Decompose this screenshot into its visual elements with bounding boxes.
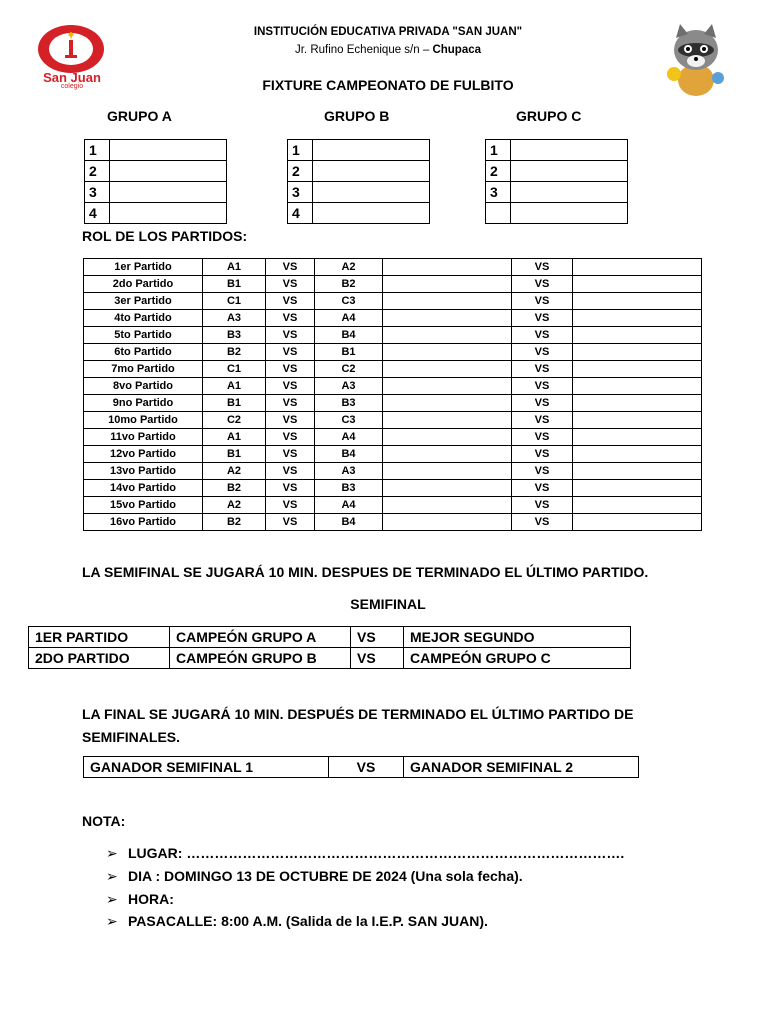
table-row — [84, 310, 702, 327]
group-slot-number: 2 — [288, 161, 313, 182]
match-label: 11vo Partido — [84, 429, 203, 446]
match-team-a: B2 — [203, 344, 266, 361]
table-row — [29, 627, 631, 648]
group-c-title: GRUPO C — [516, 108, 582, 124]
match-team-a: A2 — [203, 463, 266, 480]
match-team-a: B3 — [203, 327, 266, 344]
match-vs: VS — [512, 327, 573, 344]
match-team-b: B3 — [315, 480, 383, 497]
match-team-a: C2 — [203, 412, 266, 429]
match-vs: VS — [512, 378, 573, 395]
institution-name: INSTITUCIÓN EDUCATIVA PRIVADA "SAN JUAN" — [253, 26, 523, 38]
match-label: 9no Partido — [84, 395, 203, 412]
match-vs: VS — [266, 310, 315, 327]
table-row — [84, 344, 702, 361]
group-slot-number: 3 — [486, 182, 511, 203]
match-vs: VS — [266, 463, 315, 480]
match-blank-cell[interactable] — [573, 259, 702, 276]
group-c-table — [485, 139, 628, 224]
match-blank-cell[interactable] — [383, 344, 512, 361]
table-row — [84, 429, 702, 446]
match-blank-cell[interactable] — [383, 327, 512, 344]
note-item-dia — [106, 868, 523, 885]
arrow-bullet-icon: ➢ — [106, 868, 118, 884]
match-team-b: A3 — [315, 378, 383, 395]
final-note: LA FINAL SE JUGARÁ 10 MIN. DESPUÉS DE TERMINADO EL ÚLTIMO PARTIDO DE SEMIFINALES. — [82, 706, 634, 745]
semifinal-vs: VS — [351, 627, 404, 648]
note-text: HORA: — [128, 891, 174, 907]
match-vs: VS — [512, 429, 573, 446]
table-row — [84, 412, 702, 429]
table-row — [486, 161, 628, 182]
match-label: 7mo Partido — [84, 361, 203, 378]
match-team-a: A1 — [203, 259, 266, 276]
match-label: 10mo Partido — [84, 412, 203, 429]
match-blank-cell[interactable] — [383, 378, 512, 395]
match-blank-cell[interactable] — [383, 412, 512, 429]
table-row — [84, 514, 702, 531]
match-blank-cell[interactable] — [573, 310, 702, 327]
group-slot-number: 3 — [288, 182, 313, 203]
match-blank-cell[interactable] — [573, 480, 702, 497]
table-row — [84, 378, 702, 395]
final-vs: VS — [329, 757, 404, 778]
match-team-a: A1 — [203, 378, 266, 395]
group-slot-number: 4 — [288, 203, 313, 224]
match-label: 5to Partido — [84, 327, 203, 344]
match-team-b: A4 — [315, 497, 383, 514]
semifinal-team-a: CAMPEÓN GRUPO B — [170, 648, 351, 669]
note-item-lugar — [106, 845, 624, 862]
table-row — [486, 140, 628, 161]
match-vs: VS — [266, 276, 315, 293]
group-a-title: GRUPO A — [107, 108, 172, 124]
match-blank-cell[interactable] — [573, 327, 702, 344]
table-row — [84, 757, 639, 778]
match-vs: VS — [512, 293, 573, 310]
match-team-a: A3 — [203, 310, 266, 327]
match-label: 3er Partido — [84, 293, 203, 310]
group-slot-team[interactable] — [313, 182, 430, 203]
note-text: PASACALLE: 8:00 A.M. (Salida de la I.E.P. SAN JUAN). — [128, 913, 488, 929]
match-vs: VS — [512, 259, 573, 276]
match-vs: VS — [512, 395, 573, 412]
match-vs: VS — [512, 463, 573, 480]
match-blank-cell[interactable] — [573, 361, 702, 378]
match-label: 14vo Partido — [84, 480, 203, 497]
table-row — [85, 203, 227, 224]
match-vs: VS — [512, 412, 573, 429]
table-row — [486, 182, 628, 203]
table-row — [85, 140, 227, 161]
match-blank-cell[interactable] — [383, 480, 512, 497]
match-team-b: A4 — [315, 429, 383, 446]
match-blank-cell[interactable] — [383, 395, 512, 412]
table-row — [486, 203, 628, 224]
match-label: 6to Partido — [84, 344, 203, 361]
match-vs: VS — [512, 276, 573, 293]
match-vs: VS — [266, 293, 315, 310]
match-team-b: A4 — [315, 310, 383, 327]
match-team-b: B2 — [315, 276, 383, 293]
semifinal-note: LA SEMIFINAL SE JUGARÁ 10 MIN. DESPUES DE TERMINADO EL ÚLTIMO PARTIDO. — [82, 564, 649, 580]
group-slot-team[interactable] — [511, 140, 628, 161]
note-text: LUGAR: …………………………………………………………………………………. — [128, 845, 625, 861]
final-table — [83, 756, 639, 778]
page-title: FIXTURE CAMPEONATO DE FULBITO — [262, 77, 514, 93]
match-vs: VS — [266, 361, 315, 378]
group-slot-number: 1 — [85, 140, 110, 161]
match-team-b: C2 — [315, 361, 383, 378]
group-slot-number — [486, 203, 511, 224]
match-blank-cell[interactable] — [383, 293, 512, 310]
table-row — [84, 361, 702, 378]
semifinal-team-b: MEJOR SEGUNDO — [404, 627, 631, 648]
group-slot-team[interactable] — [110, 182, 227, 203]
match-team-b: B4 — [315, 514, 383, 531]
match-team-b: B4 — [315, 327, 383, 344]
match-vs: VS — [266, 429, 315, 446]
match-blank-cell[interactable] — [573, 276, 702, 293]
match-vs: VS — [266, 327, 315, 344]
match-vs: VS — [512, 497, 573, 514]
group-slot-number: 1 — [486, 140, 511, 161]
semifinal-team-b: CAMPEÓN GRUPO C — [404, 648, 631, 669]
semifinal-title: SEMIFINAL — [350, 596, 426, 612]
address-street: Jr. Rufino Echenique s/n – — [294, 44, 433, 56]
group-slot-number: 2 — [85, 161, 110, 182]
match-blank-cell[interactable] — [573, 412, 702, 429]
match-team-a: B2 — [203, 514, 266, 531]
table-row — [85, 182, 227, 203]
table-row — [84, 446, 702, 463]
table-row — [84, 276, 702, 293]
match-team-a: B1 — [203, 395, 266, 412]
match-team-b: C3 — [315, 412, 383, 429]
match-label: 4to Partido — [84, 310, 203, 327]
group-slot-team[interactable] — [511, 182, 628, 203]
match-team-a: A2 — [203, 497, 266, 514]
group-slot-number: 4 — [85, 203, 110, 224]
match-label: 2do Partido — [84, 276, 203, 293]
match-label: 13vo Partido — [84, 463, 203, 480]
match-vs: VS — [266, 514, 315, 531]
match-vs: VS — [512, 310, 573, 327]
final-team-b: GANADOR SEMIFINAL 2 — [404, 757, 639, 778]
match-vs: VS — [512, 514, 573, 531]
arrow-bullet-icon: ➢ — [106, 845, 118, 861]
semifinal-label: 2DO PARTIDO — [29, 648, 170, 669]
group-slot-team[interactable] — [110, 161, 227, 182]
match-blank-cell[interactable] — [573, 344, 702, 361]
note-item-hora — [106, 891, 174, 908]
match-vs: VS — [512, 361, 573, 378]
match-blank-cell[interactable] — [383, 429, 512, 446]
match-vs: VS — [266, 378, 315, 395]
match-label: 1er Partido — [84, 259, 203, 276]
table-row — [288, 182, 430, 203]
group-slot-team[interactable] — [511, 203, 628, 224]
group-a-table — [84, 139, 227, 224]
match-team-a: B1 — [203, 276, 266, 293]
match-label: 12vo Partido — [84, 446, 203, 463]
match-blank-cell[interactable] — [383, 259, 512, 276]
match-label: 8vo Partido — [84, 378, 203, 395]
match-vs: VS — [266, 344, 315, 361]
match-blank-cell[interactable] — [383, 276, 512, 293]
match-blank-cell[interactable] — [573, 514, 702, 531]
group-slot-team[interactable] — [313, 203, 430, 224]
group-slot-number: 3 — [85, 182, 110, 203]
match-team-b: A2 — [315, 259, 383, 276]
match-team-b: B1 — [315, 344, 383, 361]
match-label: 16vo Partido — [84, 514, 203, 531]
match-blank-cell[interactable] — [573, 463, 702, 480]
match-vs: VS — [266, 497, 315, 514]
match-vs: VS — [266, 412, 315, 429]
table-row — [84, 480, 702, 497]
match-team-a: A1 — [203, 429, 266, 446]
group-slot-team[interactable] — [313, 161, 430, 182]
match-blank-cell[interactable] — [573, 293, 702, 310]
match-blank-cell[interactable] — [573, 497, 702, 514]
matches-table — [83, 258, 702, 531]
table-row — [29, 648, 631, 669]
group-slot-team[interactable] — [511, 161, 628, 182]
match-team-b: A3 — [315, 463, 383, 480]
match-blank-cell[interactable] — [383, 497, 512, 514]
note-item-pasacalle — [106, 913, 488, 930]
group-b-title: GRUPO B — [324, 108, 390, 124]
match-vs: VS — [266, 395, 315, 412]
match-team-a: B1 — [203, 446, 266, 463]
match-vs: VS — [512, 480, 573, 497]
note-text: DIA : DOMINGO 13 DE OCTUBRE DE 2024 (Una sola fecha). — [128, 868, 523, 884]
address-city: Chupaca — [432, 44, 482, 56]
match-blank-cell[interactable] — [383, 514, 512, 531]
match-team-a: B2 — [203, 480, 266, 497]
table-row — [84, 259, 702, 276]
match-team-b: B4 — [315, 446, 383, 463]
match-team-b: B3 — [315, 395, 383, 412]
match-blank-cell[interactable] — [383, 446, 512, 463]
match-blank-cell[interactable] — [383, 310, 512, 327]
group-b-table — [287, 139, 430, 224]
match-blank-cell[interactable] — [573, 429, 702, 446]
match-vs: VS — [266, 446, 315, 463]
semifinal-table — [28, 626, 631, 669]
semifinal-label: 1ER PARTIDO — [29, 627, 170, 648]
table-row — [288, 140, 430, 161]
match-team-a: C1 — [203, 293, 266, 310]
match-vs: VS — [266, 259, 315, 276]
semifinal-team-a: CAMPEÓN GRUPO A — [170, 627, 351, 648]
table-row — [288, 161, 430, 182]
match-blank-cell[interactable] — [383, 463, 512, 480]
match-team-b: C3 — [315, 293, 383, 310]
match-blank-cell[interactable] — [573, 446, 702, 463]
table-row — [84, 395, 702, 412]
table-row — [84, 463, 702, 480]
logo-name: San Juan — [43, 70, 101, 85]
match-blank-cell[interactable] — [383, 361, 512, 378]
match-label: 15vo Partido — [84, 497, 203, 514]
match-team-a: C1 — [203, 361, 266, 378]
group-slot-team[interactable] — [313, 140, 430, 161]
nota-title: NOTA: — [82, 813, 126, 829]
table-row — [84, 327, 702, 344]
match-blank-cell[interactable] — [573, 378, 702, 395]
institution-address — [0, 44, 768, 56]
table-row — [84, 497, 702, 514]
match-vs: VS — [266, 480, 315, 497]
arrow-bullet-icon: ➢ — [106, 891, 118, 907]
semifinal-vs: VS — [351, 648, 404, 669]
match-vs: VS — [512, 446, 573, 463]
group-slot-team[interactable] — [110, 140, 227, 161]
logo-sub: colegio — [60, 83, 84, 90]
table-row — [288, 203, 430, 224]
match-vs: VS — [512, 344, 573, 361]
match-blank-cell[interactable] — [573, 395, 702, 412]
final-team-a: GANADOR SEMIFINAL 1 — [84, 757, 329, 778]
table-row — [84, 293, 702, 310]
rol-title: ROL DE LOS PARTIDOS: — [82, 228, 248, 244]
arrow-bullet-icon: ➢ — [106, 913, 118, 929]
group-slot-team[interactable] — [110, 203, 227, 224]
group-slot-number: 1 — [288, 140, 313, 161]
group-slot-number: 2 — [486, 161, 511, 182]
table-row — [85, 161, 227, 182]
